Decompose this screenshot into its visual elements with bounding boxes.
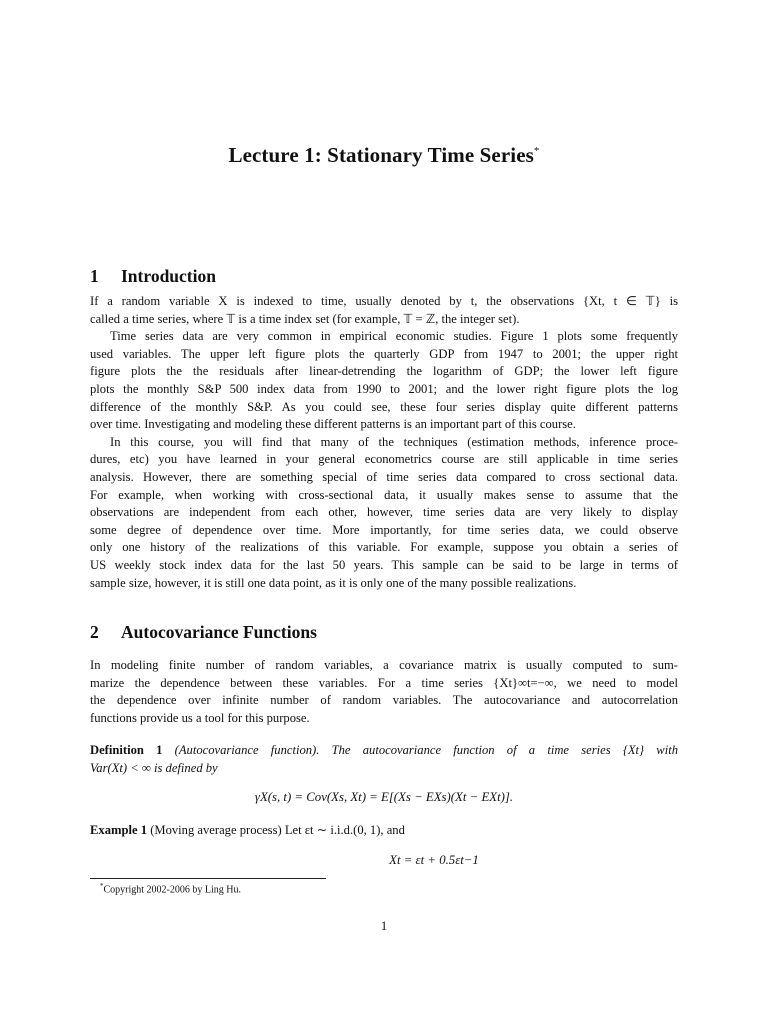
equation-ma-process bbox=[0, 853, 768, 868]
body-line: marize the dependence between these variables. For a time series {Xt}∞t=−∞, we need to model bbox=[90, 675, 678, 690]
body-line: the dependence over infinite number of random variables. The autocovariance and autocorrelation bbox=[90, 693, 678, 708]
definition-line bbox=[90, 760, 678, 778]
body-line: If a random variable X is indexed to time, usually denoted by t, the observations {Xt, t ∈ 𝕋} is bbox=[90, 294, 678, 308]
body-line: figure plots the the residuals after linear-detrending the logarithm of GDP; the lower left figure bbox=[90, 364, 678, 379]
definition-label: Definition 1 bbox=[90, 743, 163, 757]
definition-text: (Autocovariance function). The autocovariance function of a time series {Xt} with bbox=[174, 743, 678, 757]
section-title: Autocovariance Functions bbox=[121, 622, 317, 642]
footnote-mark: * bbox=[100, 882, 104, 890]
body-line: called a time series, where 𝕋 is a time index set (for example, 𝕋 = ℤ, the integer set). bbox=[90, 311, 520, 326]
section-number: 2 bbox=[90, 622, 99, 642]
page-number: 1 bbox=[380, 919, 388, 933]
page-title bbox=[0, 143, 768, 168]
definition-text: Var(Xt) < ∞ is defined by bbox=[90, 760, 218, 775]
body-line: analysis. However, there are something special of time series data compared to cross sectional data. bbox=[90, 469, 678, 484]
section-number: 1 bbox=[90, 266, 99, 286]
section-heading-introduction bbox=[90, 266, 216, 287]
body-line: some degree of dependence over time. More importantly, for time series data, we could observe bbox=[90, 522, 678, 537]
body-line: functions provide us a tool for this purpose. bbox=[90, 710, 310, 725]
definition-line bbox=[90, 742, 678, 760]
body-line: over time. Investigating and modeling these different patterns is an important part of this course. bbox=[90, 417, 576, 432]
body-line: used variables. The upper left figure plots the quarterly GDP from 1947 to 2001; the upper right bbox=[90, 346, 678, 361]
title-text: Lecture 1: Stationary Time Series bbox=[228, 143, 534, 167]
body-line: Time series data are very common in empirical economic studies. Figure 1 plots some frequently bbox=[110, 329, 678, 344]
autocovariance-body bbox=[90, 657, 678, 727]
example-label: Example 1 bbox=[90, 823, 148, 837]
body-line: difference of the monthly S&P. As you could see, these four series display quite different patterns bbox=[90, 399, 678, 414]
body-line: For example, when working with cross-sectional data, it usually makes sense to assume that the bbox=[90, 487, 678, 502]
example-text: (Moving average process) Let εt ∼ i.i.d.(0, 1), and bbox=[150, 823, 405, 837]
example-line bbox=[90, 822, 678, 840]
footnote-rule bbox=[90, 878, 326, 879]
section-heading-autocovariance bbox=[90, 622, 317, 643]
equation-text: γX(s, t) = Cov(Xs, Xt) = E[(Xs − EXs)(Xt − EXt)]. bbox=[254, 790, 514, 804]
body-line: observations are independent from each other, however, time series data are very likely to display bbox=[90, 505, 678, 520]
body-line: In modeling finite number of random variables, a covariance matrix is usually computed to sum- bbox=[90, 658, 678, 672]
equation-text: Xt = εt + 0.5εt−1 bbox=[389, 853, 479, 867]
example-1 bbox=[90, 822, 678, 840]
body-line: US weekly stock index data for the last 50 years. This sample can be said to be large in terms of bbox=[90, 557, 678, 572]
body-line: only one history of the realizations of this variable. For example, suppose you obtain a series of bbox=[90, 540, 678, 555]
footnote bbox=[100, 882, 241, 895]
body-line: In this course, you will find that many of the techniques (estimation methods, inference proce- bbox=[110, 434, 678, 449]
body-line: sample size, however, it is still one data point, as it is only one of the many possible realizations. bbox=[90, 575, 577, 590]
equation-autocovariance bbox=[0, 790, 768, 805]
body-line: plots the monthly S&P 500 index data from 1990 to 2001; and the lower right figure plots the log bbox=[90, 381, 678, 396]
introduction-body bbox=[90, 293, 678, 592]
section-title: Introduction bbox=[121, 266, 216, 286]
footnote-text: Copyright 2002-2006 by Ling Hu. bbox=[103, 884, 241, 896]
definition-1 bbox=[90, 742, 678, 777]
body-line: dures, etc) you have learned in your general econometrics course are still applicable in time series bbox=[90, 452, 678, 467]
title-footnote-mark: * bbox=[533, 145, 540, 157]
